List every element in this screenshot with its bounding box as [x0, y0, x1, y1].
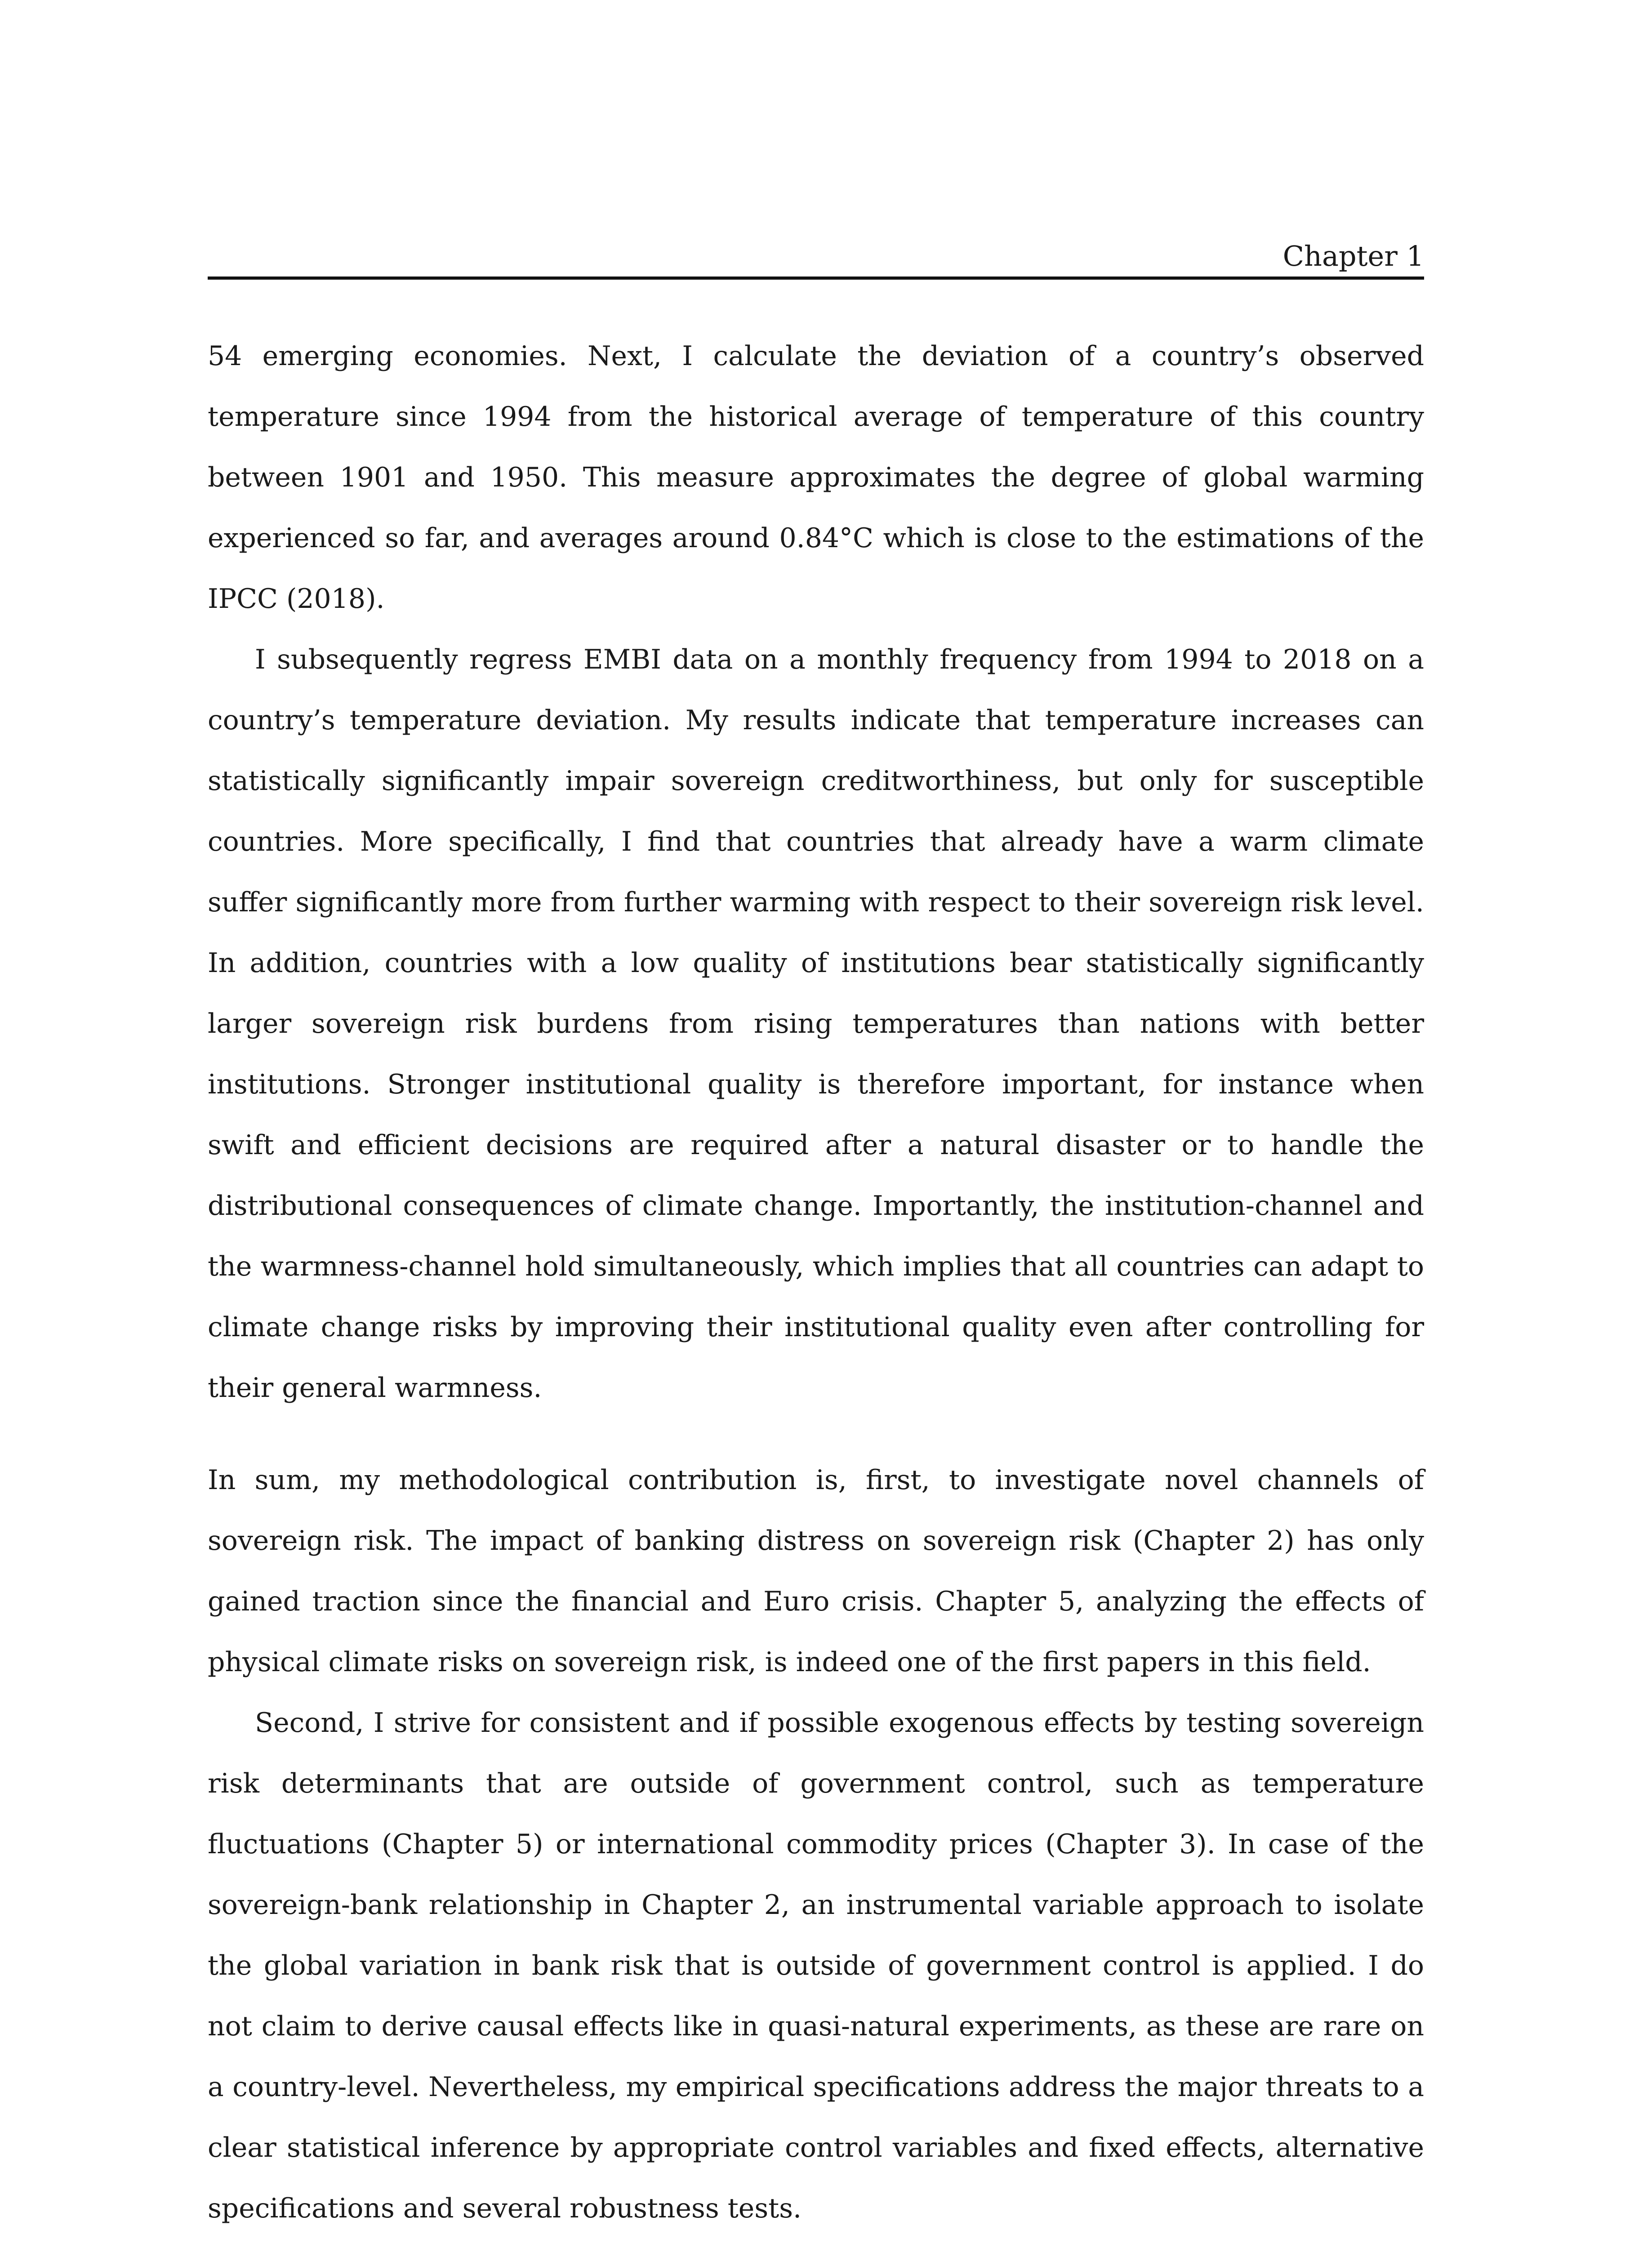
- paragraph: Second, I strive for consistent and if possible exogenous effects by testing sovereign risk determinants that are outside of government control, such as temperature fluctuations (Chapter 5) or international commodity prices (Chapter 3). In case of the sovereign-bank relationship in Chapter 2, an instrumental variable approach to isolate the global variation in bank risk that is outside of government control is applied. I do not claim to derive causal effects like in quasi-natural experiments, as these are rare on a country-level. Nevertheless, my empirical specifications address the major threats to a clear statistical inference by appropriate control variables and fixed effects, alternative specifications and several robustness tests.: [208, 1707, 1424, 2224]
- page-header: [208, 236, 1424, 280]
- paragraph: In sum, my methodological contribution is, first, to investigate novel channels of sovereign risk. The impact of banking distress on sovereign risk (Chapter 2) has only gained traction since the financial and Euro crisis. Chapter 5, analyzing the effects of physical climate risks on sovereign risk, is indeed one of the first papers in this field.: [208, 1464, 1424, 1678]
- chapter-heading: Chapter 1: [1282, 240, 1424, 272]
- paragraph: I subsequently regress EMBI data on a monthly frequency from 1994 to 2018 on a country’s temperature deviation. My results indicate that temperature increases can statistically significantly impair sovereign creditworthiness, but only for susceptible countries. More specifically, I find that countries that already have a warm climate suffer significantly more from further warming with respect to their sovereign risk level. In addition, countries with a low quality of institutions bear statistically significantly larger sovereign risk burdens from rising temperatures than nations with better institutions. Stronger institutional quality is therefore important, for instance when swift and efficient decisions are required after a natural disaster or to handle the distributional consequences of climate change. Importantly, the institution-channel and the warmness-channel hold simultaneously, which implies that all countries can adapt to climate change risks by improving their institutional quality even after controlling for their general warmness.: [208, 644, 1424, 1404]
- paragraph: 54 emerging economies. Next, I calculate the deviation of a country’s observed temperature since 1994 from the historical average of temperature of this country between 1901 and 1950. This measure approximates the degree of global warming experienced so far, and averages around 0.84°C which is close to the estimations of the IPCC (2018).: [208, 340, 1424, 615]
- body-text: [208, 326, 1424, 2248]
- paragraph: [208, 2239, 1424, 2248]
